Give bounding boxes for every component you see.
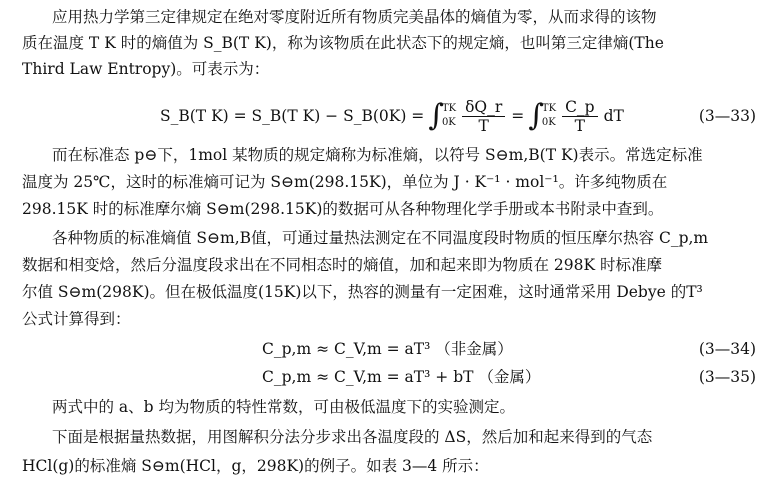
int2-upper: TK	[541, 103, 557, 114]
frac2-numerator: C_p	[562, 98, 598, 117]
frac1-numerator: δQ_r	[462, 98, 505, 117]
para5-line2: HCl(g)的标准熵 S⊖m(HCl，g，298K)的例子。如表 3—4 所示：	[22, 457, 489, 475]
eq33-equals: =	[511, 107, 525, 125]
para2-line1: 而在标准态 p⊖下，1mol 某物质的规定熵称为标准熵，以符号 S⊖m,B(T K)表示。常选定标准	[52, 146, 703, 164]
fraction-1	[462, 98, 505, 135]
para3-line2: 数据和相变焓，然后分温度段求出在不同相态时的熵值，加和起来即为物质在 298K 时标准摩	[22, 256, 663, 274]
eq33-tail: dT	[603, 107, 624, 125]
para5-line1: 下面是根据量热数据，用图解积分法分步求出各温度段的 ΔS，然后加和起来得到的气态	[52, 428, 653, 446]
para2-line3: 298.15K 时的标准摩尔熵 S⊖m(298.15K)的数据可从各种物理化学手册或本书附录中查到。	[22, 200, 664, 218]
fraction-2	[562, 98, 598, 135]
para3-line4: 公式计算得到：	[22, 310, 131, 328]
para4-line1: 两式中的 a、b 均为物质的特性常数，可由极低温度下的实验测定。	[52, 398, 516, 416]
para1-line1: 应用热力学第三定律规定在绝对零度附近所有物质完美晶体的熵值为零，从而求得的该物	[52, 8, 657, 26]
equation-3-34: C_p,m ≈ C_V,m = aT³ （非金属）	[262, 340, 513, 358]
equation-3-35: C_p,m ≈ C_V,m = aT³ + bT （金属）	[262, 368, 541, 386]
int2-lower: 0K	[541, 117, 556, 128]
equation-3-33	[160, 92, 624, 140]
para1-line2: 质在温度 T K 时的熵值为 S_B(T K)，称为该物质在此状态下的规定熵，也叫第三定律熵(The	[22, 34, 664, 52]
eq35-number: (3—35)	[698, 368, 756, 386]
int1-lower: 0K	[441, 117, 456, 128]
eq33-lhs: S_B(T K) = S_B(T K) − S_B(0K) =	[160, 107, 425, 125]
frac2-denominator: T	[574, 116, 585, 135]
integral-1: ∫ TK 0K	[428, 98, 457, 133]
para2-line2: 温度为 25℃，这时的标准熵可记为 S⊖m(298.15K)，单位为 J · K⁻¹ · mol⁻¹。许多纯物质在	[22, 173, 668, 191]
para3-line3: 尔值 S⊖m(298K)。但在极低温度(15K)以下，热容的测量有一定困难，这时通常采用 Debye 的T³	[22, 283, 703, 301]
eq33-number: (3—33)	[698, 107, 756, 125]
para1-line3: Third Law Entropy)。可表示为：	[22, 60, 270, 78]
integral-2: ∫ TK 0K	[528, 98, 557, 133]
eq34-number: (3—34)	[698, 340, 756, 358]
para3-line1: 各种物质的标准熵值 S⊖m,B值，可通过量热法测定在不同温度段时物质的恒压摩尔热容 C_p,m	[52, 229, 709, 247]
int1-upper: TK	[441, 103, 457, 114]
frac1-denominator: T	[478, 116, 489, 135]
